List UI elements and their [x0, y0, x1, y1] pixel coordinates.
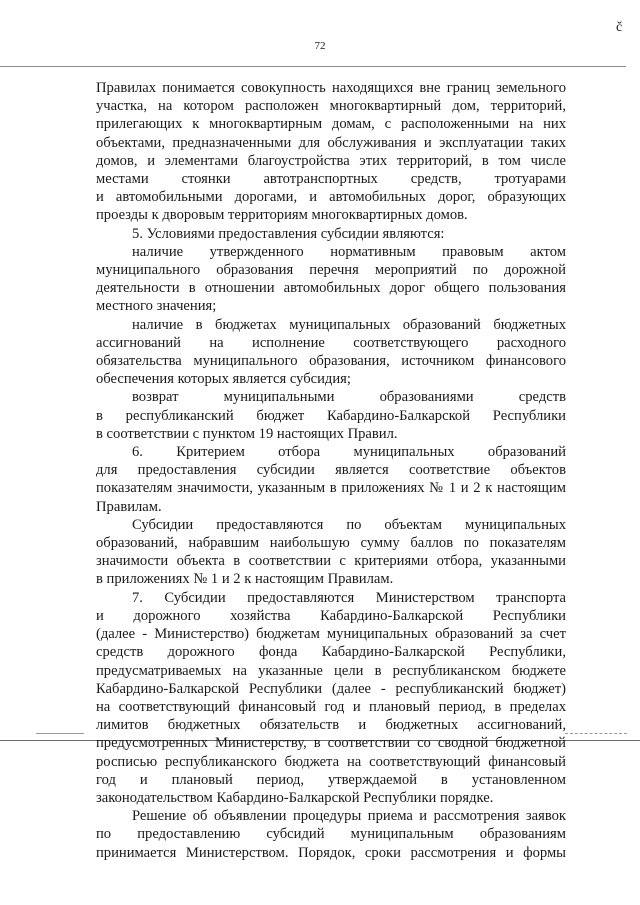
text-line: предусматриваемых на указанные цели в республиканском бюджете [96, 662, 566, 679]
text-line: значимости объекта в соответствии с критериями отбора, указанными [96, 553, 566, 570]
text-line: обеспечения которых является субсидия; [96, 371, 351, 388]
text-line: и дорожного хозяйства Кабардино-Балкарской Республики [96, 607, 566, 624]
text-line: прилегающих к многоквартирным домам, с расположенными на них [96, 116, 566, 133]
text-line: обязательства муниципального образования, источником финансового [96, 353, 566, 370]
text-line: ассигнований на исполнение соответствующего расходного [96, 334, 566, 351]
scan-line [565, 733, 627, 734]
text-line: Кабардино-Балкарской Республики (далее - республиканский бюджет) [96, 680, 566, 697]
text-line: местного значения; [96, 298, 217, 315]
text-line: лимитов бюджетных обязательств и бюджетных ассигнований, [96, 717, 566, 734]
text-line: наличие в бюджетах муниципальных образований бюджетных [132, 316, 566, 333]
text-line: 6. Критерием отбора муниципальных образований [132, 444, 566, 461]
scan-line [0, 66, 626, 67]
text-line: 5. Условиями предоставления субсидии являются: [132, 225, 445, 242]
text-line: росписью республиканского бюджета на соответствующий финансовый [96, 753, 566, 770]
text-line: средств дорожного фонда Кабардино-Балкарской Республики, [96, 644, 566, 661]
text-line: в соответствии с пунктом 19 настоящих Правил. [96, 425, 398, 442]
text-line: Решение об объявлении процедуры приема и рассмотрения заявок [132, 808, 566, 825]
text-line: принимается Министерством. Порядок, сроки рассмотрения и формы [96, 844, 566, 861]
text-line: для предоставления субсидии является соответствие объектов [96, 462, 566, 479]
text-line: образований, набравшим наибольшую сумму баллов по показателям [96, 535, 566, 552]
text-line: объектами, предназначенными для обслуживания и эксплуатации таких [96, 134, 566, 151]
text-line: участка, на котором расположен многоквартирный дом, территорий, [96, 98, 566, 115]
text-line: показателям значимости, указанным в приложениях № 1 и 2 к настоящим [96, 480, 566, 497]
text-line: проезды к дворовым территориям многоквартирных домов. [96, 207, 468, 224]
text-line: домов, и элементами благоустройства этих территорий, в том числе [96, 152, 566, 169]
text-line: и автомобильными дорогами, и автомобильных дорог, образующих [96, 189, 566, 206]
text-line: деятельности в отношении автомобильных дорог общего пользования [96, 280, 566, 297]
text-line: на соответствующий финансовый год и плановый период, в пределах [96, 698, 566, 715]
scan-line [36, 733, 84, 734]
text-line: год и плановый период, утверждаемой в установленном [96, 771, 566, 788]
text-line: местами стоянки автотранспортных средств, тротуарами [96, 171, 566, 188]
text-line: 7. Субсидии предоставляются Министерством транспорта [132, 589, 566, 606]
text-line: наличие утвержденного нормативным правовым актом [132, 243, 566, 260]
text-line: возврат муниципальными образованиями средств [132, 389, 566, 406]
text-line: по предоставлению субсидий муниципальным образованиям [96, 826, 566, 843]
text-line: (далее - Министерство) бюджетам муниципальных образований за счет [96, 626, 566, 643]
text-line: Субсидии предоставляются по объектам муниципальных [132, 516, 566, 533]
text-line: предусмотренных Министерству, в соответствии со сводной бюджетной [96, 735, 566, 752]
text-line: в приложениях № 1 и 2 к настоящим Правилам. [96, 571, 394, 588]
text-line: законодательством Кабардино-Балкарской Республики порядке. [96, 789, 494, 806]
text-line: муниципального образования перечня мероприятий по дорожной [96, 262, 566, 279]
page-number: 72 [314, 40, 326, 52]
text-line: Правилам. [96, 498, 162, 515]
text-line: в республиканский бюджет Кабардино-Балкарской Республики [96, 407, 566, 424]
corner-mark: č [616, 20, 623, 35]
text-line: Правилах понимается совокупность находящихся вне границ земельного [96, 80, 566, 96]
document-body [96, 79, 566, 862]
